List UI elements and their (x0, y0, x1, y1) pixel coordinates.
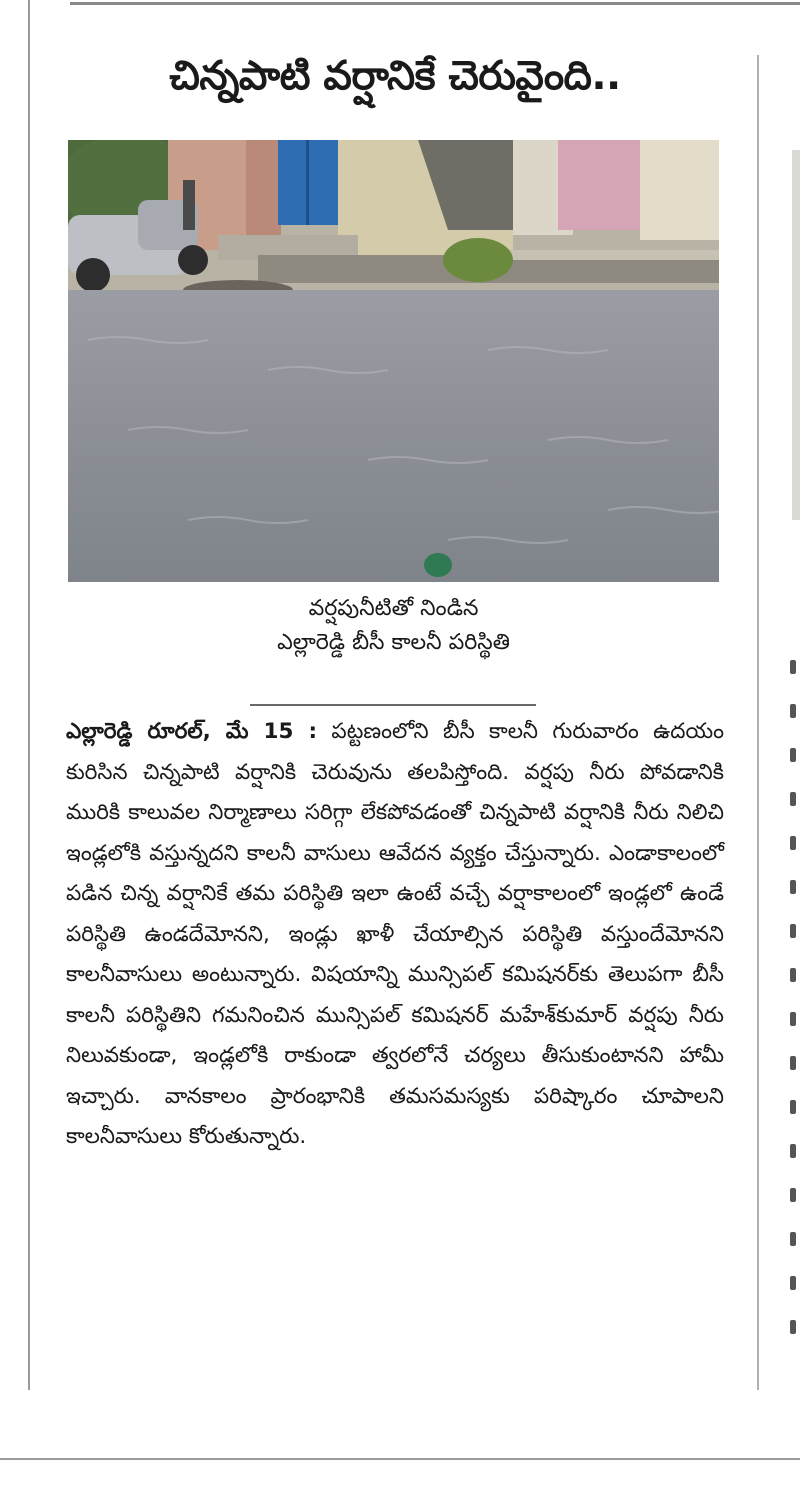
pink-door (558, 140, 640, 230)
adjacent-column-edge (792, 150, 800, 520)
bottom-border-rule (0, 1458, 800, 1460)
caption-divider (250, 704, 536, 706)
adjacent-column-text-edge (786, 660, 800, 1380)
caption-line-1: వర్షపునీటితో నిండిన (308, 596, 479, 621)
article-body-text: పట్టణంలోని బీసీ కాలనీ గురువారం ఉదయం కురిసిన చిన్నపాటి వర్షానికి చెరువును తలపిస్తోంది. వర్షపు నీరు పోవడానికి మురికి కాలువల నిర్మాణాలు సరిగ్గా లేకపోవడంతో చిన్నపాటి వర్షానికి నీరు నిలిచి ఇండ్లలోకి వస్తున్నదని కాలనీ వాసులు ఆవేదన వ్యక్తం చేస్తున్నారు. ఎండాకాలంలో పడిన చిన్న వర్షానికే తమ పరిస్థితి ఇలా ఉంటే వచ్చే వర్షాకాలంలో ఇండ్లలో ఉండే పరిస్థితి ఉండదేమోనని, ఇండ్లు ఖాళీ చేయాల్సిన పరిస్థితి వస్తుందేమోనని కాలనీవాసులు అంటున్నారు. విషయాన్ని మున్సిపల్ కమిషనర్‌కు తెలుపగా బీసీ కాలనీ పరిస్థితిని గమనించిన మున్సిపల్ కమిషనర్ మహేశ్‌కుమార్ వర్షపు నీరు నిలువకుండా, ఇండ్లలోకి రాకుండా త్వరలోనే చర్యలు తీసుకుంటానని హామీ ఇచ్చారు. వానకాలం ప్రారంభానికి తమసమస్యకు పరిష్కారం చూపాలని కాలనీవాసులు కోరుతున్నారు. (66, 719, 724, 1149)
right-column-rule (757, 55, 759, 1390)
news-photo (68, 140, 719, 582)
flooded-road (68, 290, 719, 582)
article-dateline: ఎల్లారెడ్డి రూరల్, మే 15 : (66, 719, 318, 744)
top-border-rule (70, 2, 800, 5)
left-column-rule (28, 0, 30, 1390)
floating-object (424, 553, 452, 577)
plant (443, 238, 513, 282)
photo-caption (68, 592, 719, 660)
caption-line-2: ఎల్లారెడ్డి బీసీ కాలనీ పరిస్థితి (277, 630, 510, 655)
article-body (66, 712, 724, 1158)
article-headline: చిన్నపాటి వర్షానికే చెరువైంది.. (169, 53, 621, 99)
